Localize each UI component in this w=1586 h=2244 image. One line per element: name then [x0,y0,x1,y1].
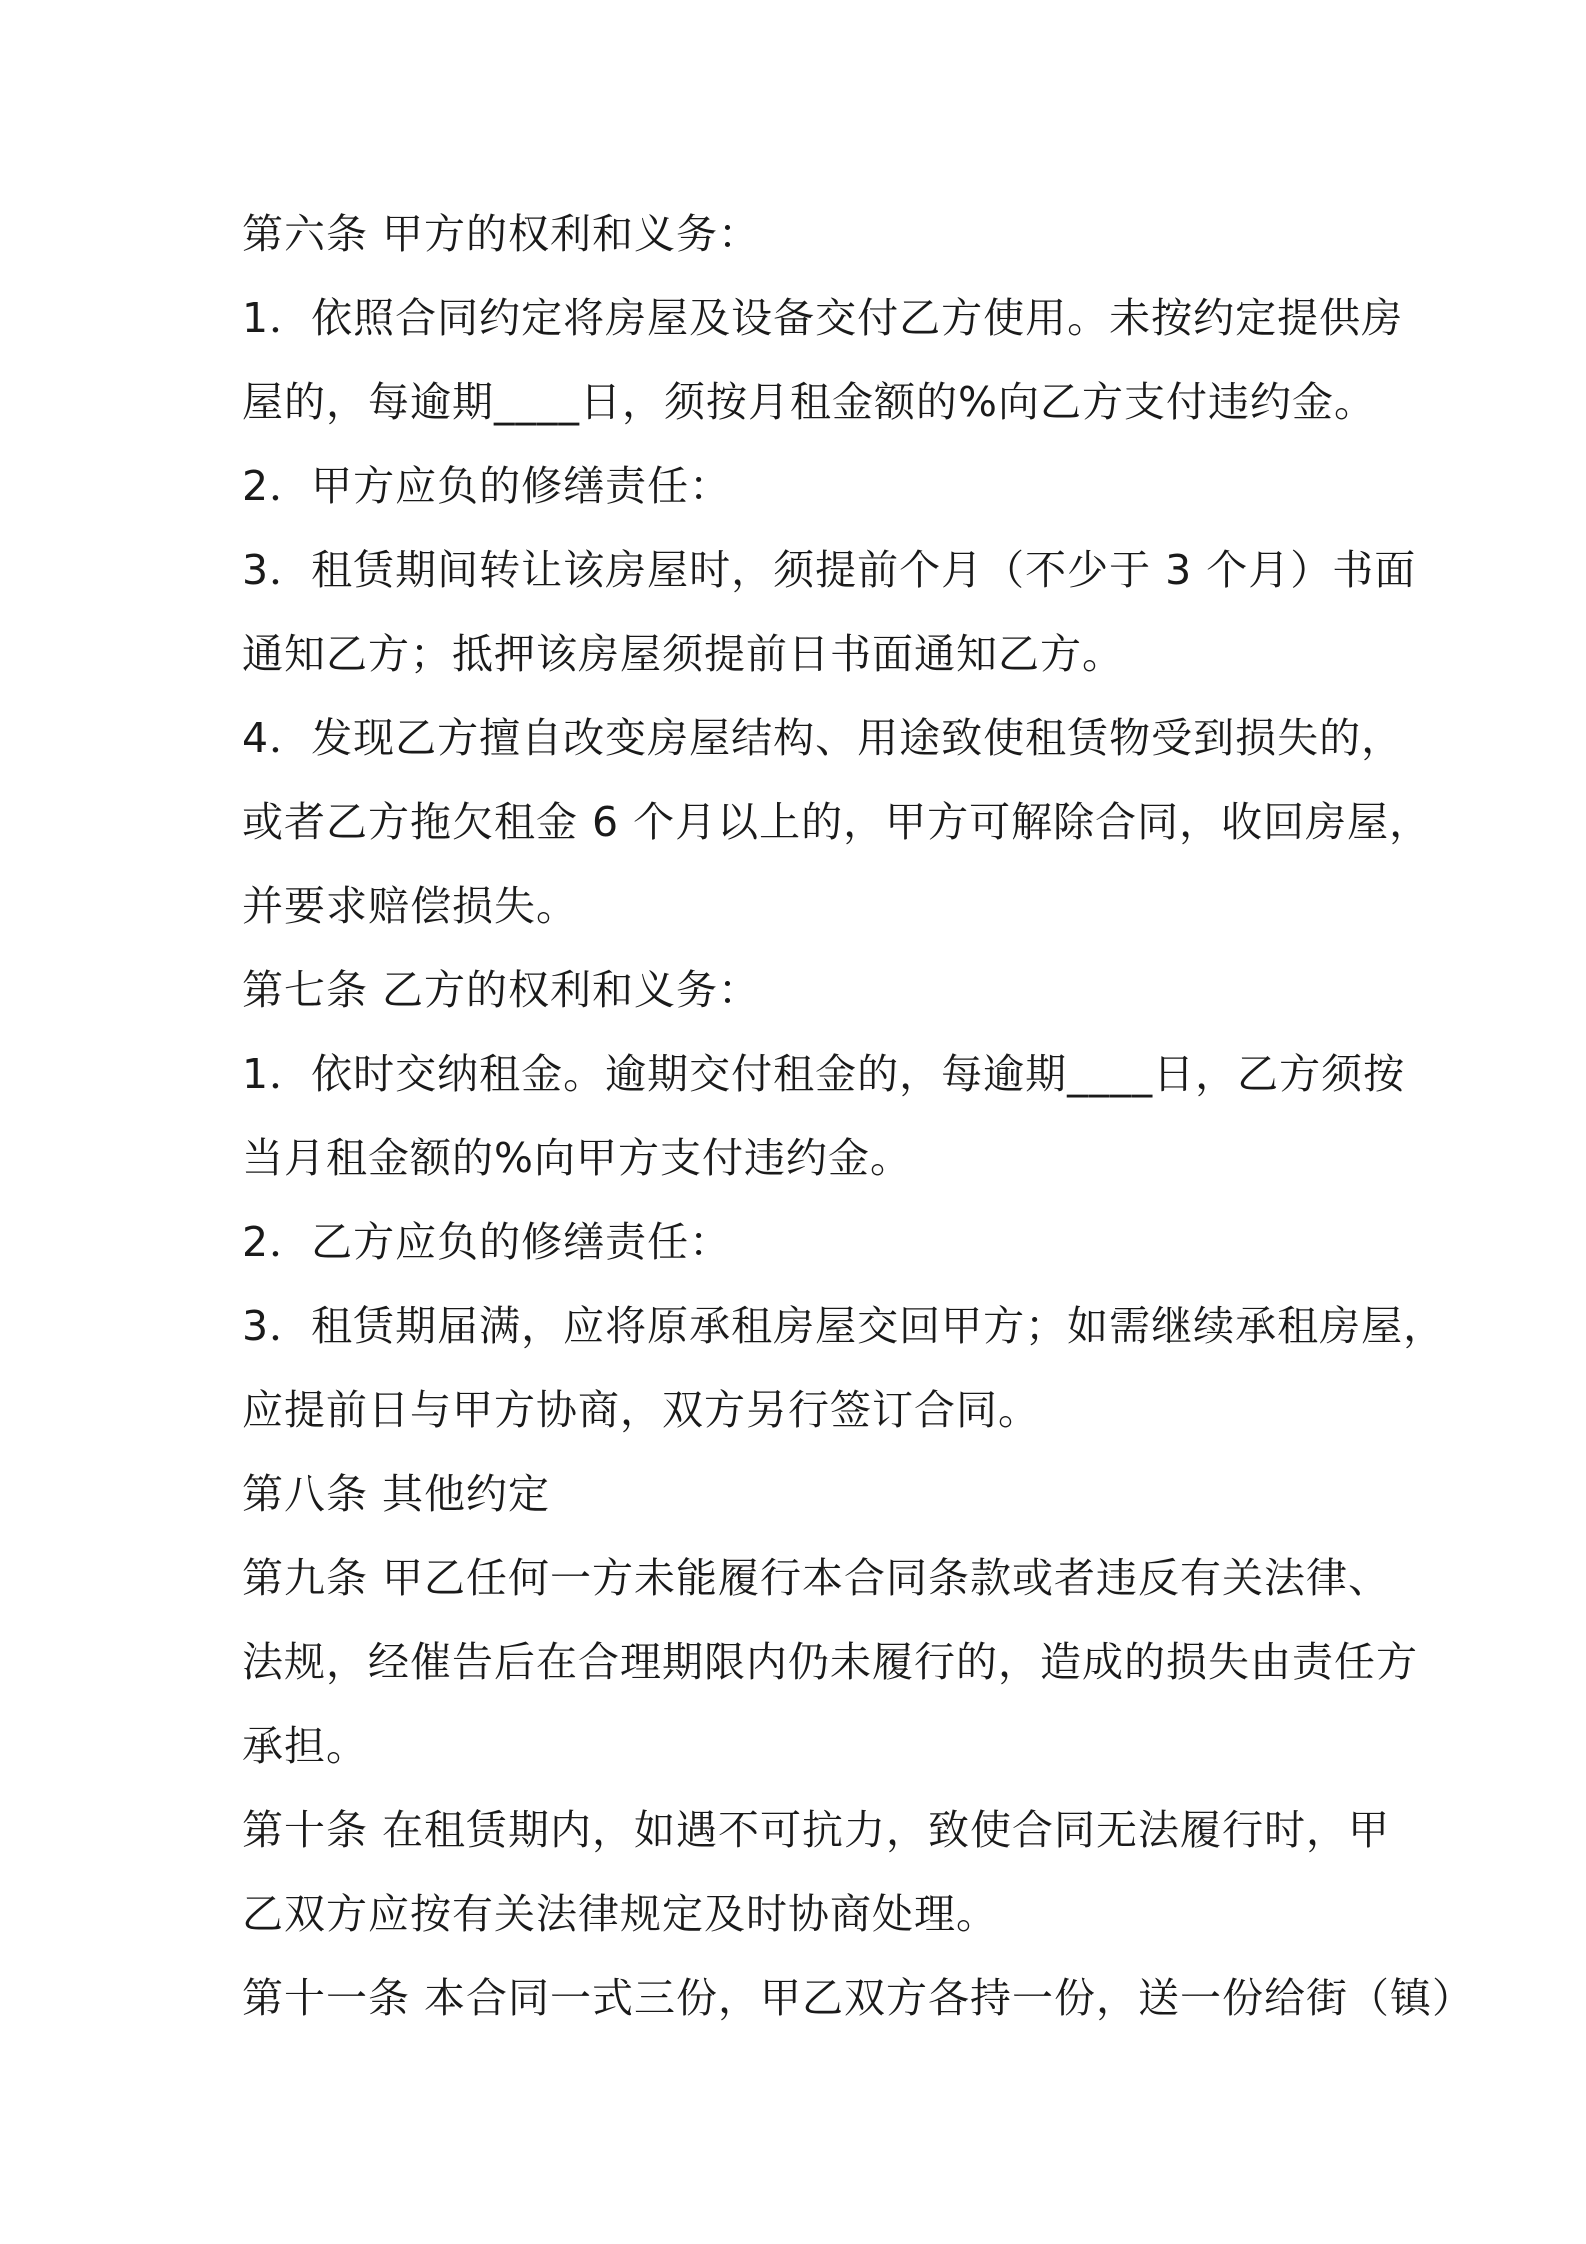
article-7-item-3-line-2: 应提前日与甲方协商，双方另行签订合同。 [242,1386,1040,1434]
article-6-item-4-line-2: 或者乙方拖欠租金 6 个月以上的，甲方可解除合同，收回房屋， [242,798,1432,846]
article-6-item-1-line-1: 1．依照合同约定将房屋及设备交付乙方使用。未按约定提供房 [242,294,1404,342]
article-6-item-2: 2．甲方应负的修缮责任： [242,462,732,510]
article-10-line-1: 第十条 在租赁期内，如遇不可抗力，致使合同无法履行时，甲 [242,1806,1391,1854]
article-7-item-2: 2．乙方应负的修缮责任： [242,1218,732,1266]
article-6-item-1-line-2: 屋的，每逾期____日，须按月租金额的%向乙方支付违约金。 [242,378,1376,426]
article-9-line-3: 承担。 [242,1722,368,1770]
article-6-item-3-line-2: 通知乙方；抵押该房屋须提前日书面通知乙方。 [242,630,1124,678]
contract-text-body [242,192,1475,2040]
article-6-item-4-line-1: 4．发现乙方擅自改变房屋结构、用途致使租赁物受到损失的， [242,714,1404,762]
article-7-heading: 第七条 乙方的权利和义务： [242,966,761,1014]
article-10-line-2: 乙双方应按有关法律规定及时协商处理。 [242,1890,998,1938]
article-9-line-2: 法规，经催告后在合理期限内仍未履行的，造成的损失由责任方 [242,1638,1418,1686]
article-11-line-1: 第十一条 本合同一式三份，甲乙双方各持一份，送一份给街（镇） [242,1974,1475,2022]
article-9-line-1: 第九条 甲乙任何一方未能履行本合同条款或者违反有关法律、 [242,1554,1391,1602]
article-7-item-1-line-1: 1．依时交纳租金。逾期交付租金的，每逾期____日，乙方须按 [242,1050,1406,1098]
article-8-heading: 第八条 其他约定 [242,1470,551,1518]
article-6-heading: 第六条 甲方的权利和义务： [242,210,761,258]
article-6-item-4-line-3: 并要求赔偿损失。 [242,882,578,930]
article-6-item-3-line-1: 3．租赁期间转让该房屋时，须提前个月（不少于 3 个月）书面 [242,546,1417,594]
article-7-item-1-line-2: 当月租金额的%向甲方支付违约金。 [242,1134,912,1182]
article-7-item-3-line-1: 3．租赁期届满，应将原承租房屋交回甲方；如需继续承租房屋， [242,1302,1446,1350]
